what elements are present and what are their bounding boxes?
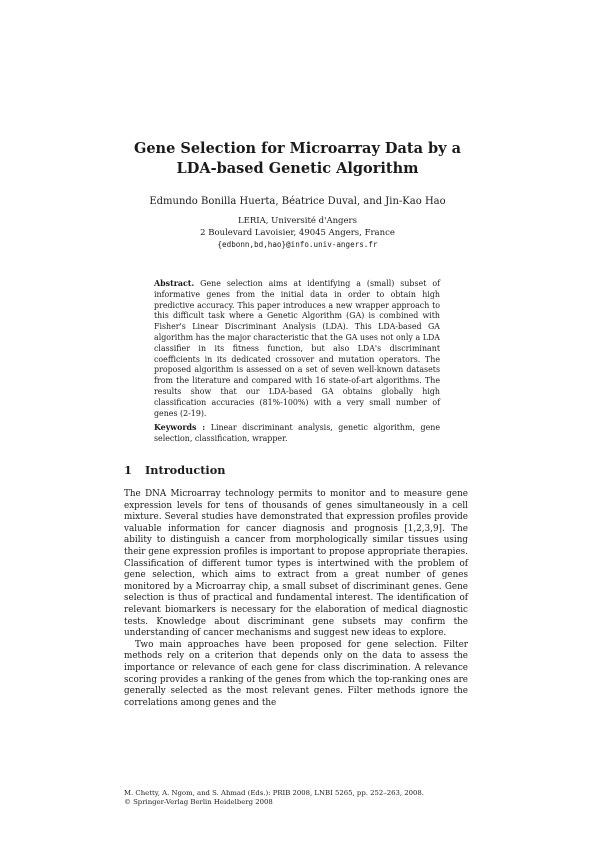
section-title: Introduction: [145, 463, 226, 477]
author-list: Edmundo Bonilla Huerta, Béatrice Duval, and Jin-Kao Hao: [149, 196, 446, 207]
keywords-text: Linear discriminant analysis, genetic algorithm, gene selection, classification, wrapper.: [154, 423, 440, 443]
section-heading: [124, 463, 225, 477]
publication-footer: [124, 789, 468, 807]
abstract-label: Abstract.: [154, 279, 195, 288]
title-line-1: Gene Selection for Microarray Data by a: [133, 140, 462, 157]
keywords: [154, 423, 440, 445]
affiliation-address: 2 Boulevard Lavoisier, 49045 Angers, France: [200, 227, 395, 238]
section-number: 1: [124, 463, 132, 477]
title-line-2: LDA-based Genetic Algorithm: [176, 160, 419, 177]
affiliation: [100, 216, 495, 251]
abstract: [154, 279, 440, 419]
abstract-text: Gene selection aims at identifying a (small) subset of informative genes from the initial data in order to obtain high predictive accuracy. This paper introduces a new wrapper approach to this difficult task where a Genetic Algorithm (GA) is combined with Fisher's Linear Discriminant Analysis (LDA). This LDA-based GA algorithm has the major characteristic that the GA uses not only a LDA classifier in its fitness function, but also LDA's discriminant coefficients in its dedicated crossover and mutation operators. The proposed algorithm is assessed on a set of seven well-known datasets from the literature and compared with 16 state-of-art algorithms. The results show that our LDA-based GA obtains globally high classification accuracies (81%-100%) with a very small number of genes (2-19).: [154, 279, 440, 418]
keywords-label: Keywords :: [154, 423, 206, 432]
section-body: [124, 489, 468, 709]
body-paragraph-2: Two main approaches have been proposed for gene selection. Filter methods rely on a criterion that depends only on the data to assess the importance or relevance of each gene for class discrimination. A relevance scoring provides a ranking of the genes from which the top-ranking ones are generally selected as the most relevant genes. Filter methods ignore the correlations among genes and the: [124, 639, 468, 708]
footer-copyright: © Springer-Verlag Berlin Heidelberg 2008: [124, 798, 273, 806]
body-paragraph-1: The DNA Microarray technology permits to monitor and to measure gene expression levels for tens of thousands of genes simultaneously in a cell mixture. Several studies have demonstrated that expression profiles provide valuable information for cancer diagnosis and prognosis [1,2,3,9]. The ability to distinguish a cancer from morphologically similar tissues using their gene expression profiles is important to propose appropriate therapies. Classification of different tumor types is intertwined with the problem of gene selection, which aims to extract from a great number of genes monitored by a Microarray chip, a small subset of discriminant genes. Gene selection is thus of practical and fundamental interest. The identification of relevant biomarkers is necessary for the elaboration of medical diagnostic tests. Knowledge about discriminant gene subsets may confirm the understanding of cancer mechanisms and suggest new ideas to explore.: [124, 489, 468, 639]
paper-title: [100, 139, 495, 179]
affiliation-email: {edbonn,bd,hao}@info.univ-angers.fr: [217, 240, 378, 249]
footer-citation: M. Chetty, A. Ngom, and S. Ahmad (Eds.): PRIB 2008, LNBI 5265, pp. 252–263, 2008.: [124, 789, 424, 797]
affiliation-institution: LERIA, Université d'Angers: [238, 216, 357, 226]
